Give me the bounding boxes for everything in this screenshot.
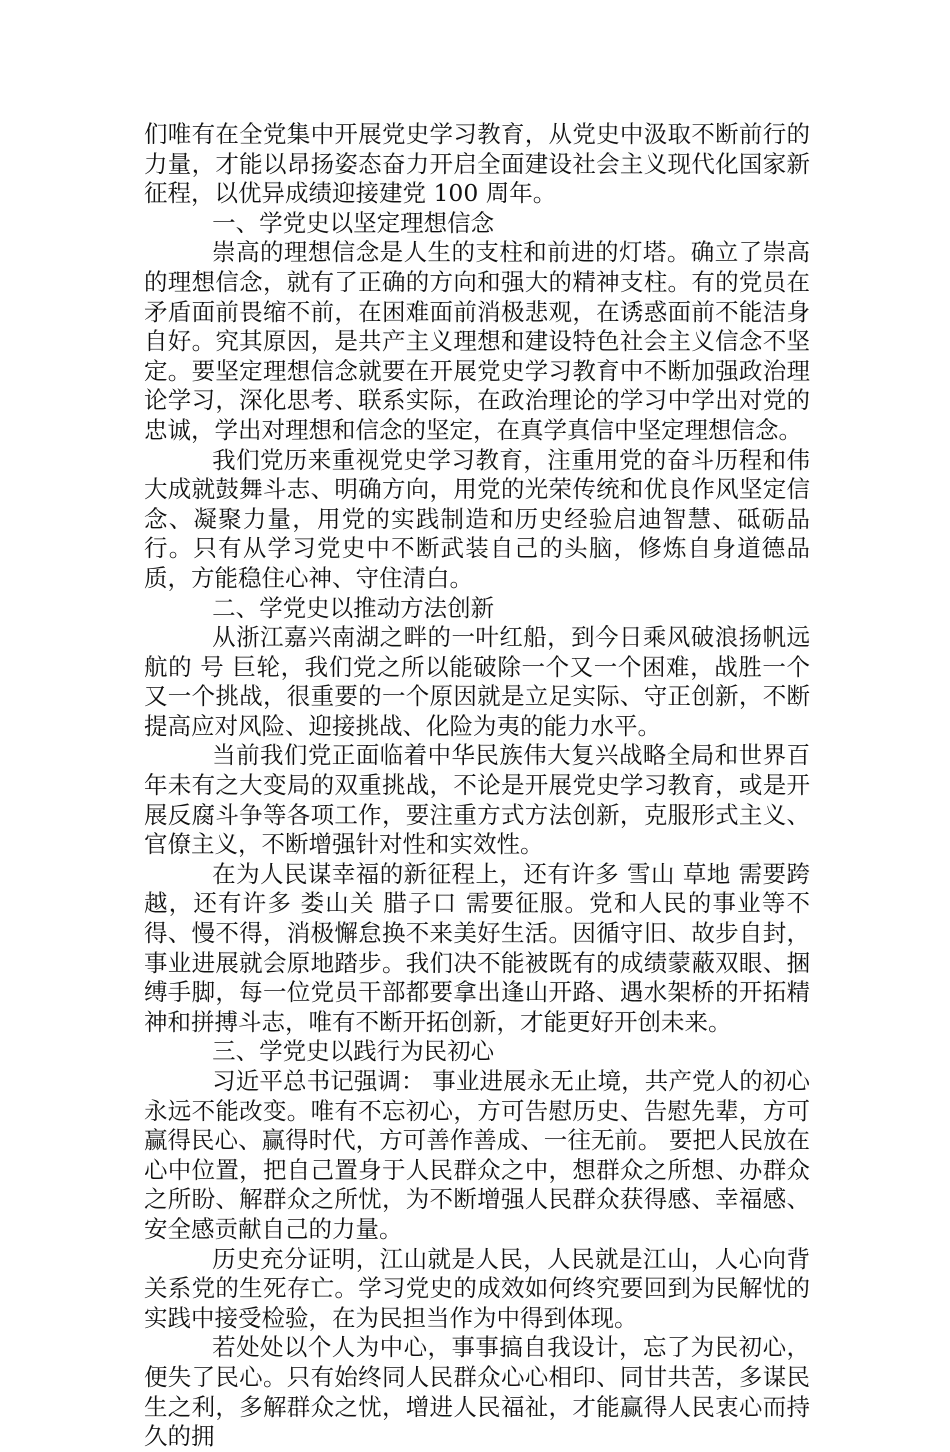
paragraph: 从浙江嘉兴南湖之畔的一叶红船，到今日乘风破浪扬帆远航的 号 巨轮，我们党之所以能破除一个又一个困难，战胜一个又一个挑战，很重要的一个原因就是立足实际、守正创新，不断提高应对风险、迎接挑战、化险为夷的能力水平。 [144, 623, 810, 740]
document-body [144, 120, 810, 1452]
section-heading-2: 二、学党史以推动方法创新 [212, 593, 495, 622]
paragraph: 在为人民谋幸福的新征程上，还有许多 雪山 草地 需要跨越，还有许多 娄山关 腊子口 需要征服。党和人民的事业等不得、慢不得，消极懈怠换不来美好生活。因循守旧、故步自封，事业进展就会原地踏步。我们决不能被既有的成绩蒙蔽双眼、捆缚手脚，每一位党员干部都要拿出逢山开路、遇水架桥的开拓精神和拼搏斗志，唯有不断开拓创新，才能更好开创未来。 [144, 859, 810, 1036]
paragraph-intro-continuation: 们唯有在全党集中开展党史学习教育，从党史中汲取不断前行的力量，才能以昂扬姿态奋力开启全面建设社会主义现代化国家新征程，以优异成绩迎接建党 100 周年。 [144, 120, 810, 208]
section-heading-1: 一、学党史以坚定理想信念 [212, 208, 495, 237]
paragraph: 我们党历来重视党史学习教育，注重用党的奋斗历程和伟大成就鼓舞斗志、明确方向，用党的光荣传统和优良作风坚定信念、凝聚力量，用党的实践制造和历史经验启迪智慧、砥砺品行。只有从学习党史中不断武装自己的头脑，修炼自身道德品质，方能稳住心神、守住清白。 [144, 445, 810, 592]
paragraph: 习近平总书记强调： 事业进展永无止境，共产党人的初心永远不能改变。唯有不忘初心，方可告慰历史、告慰先辈，方可赢得民心、赢得时代，方可善作善成、一往无前。 要把人民放在心中位置，把自己置身于人民群众之中，想群众之所想、办群众之所盼、解群众之所忧，为不断增强人民群众获得感、幸福感、安全感贡献自己的力量。 [144, 1067, 810, 1243]
paragraph: 崇高的理想信念是人生的支柱和前进的灯塔。确立了崇高的理想信念，就有了正确的方向和强大的精神支柱。有的党员在矛盾面前畏缩不前，在困难面前消极悲观，在诱惑面前不能洁身自好。究其原因，是共产主义理想和建设特色社会主义信念不坚定。要坚定理想信念就要在开展党史学习教育中不断加强政治理论学习，深化思考、联系实际，在政治理论的学习中学出对党的忠诚，学出对理想和信念的坚定，在真学真信中坚定理想信念。 [144, 238, 810, 444]
paragraph: 当前我们党正面临着中华民族伟大复兴战略全局和世界百年未有之大变局的双重挑战，不论是开展党史学习教育，或是开展反腐斗争等各项工作，要注重方式方法创新，克服形式主义、官僚主义，不断增强针对性和实效性。 [144, 741, 810, 859]
section-heading-3: 三、学党史以践行为民初心 [212, 1037, 495, 1066]
paragraph: 历史充分证明，江山就是人民，人民就是江山，人心向背关系党的生死存亡。学习党史的成效如何终究要回到为民解忧的实践中接受检验，在为民担当作为中得到体现。 [144, 1244, 810, 1332]
paragraph: 若处处以个人为中心，事事搞自我设计，忘了为民初心，便失了民心。只有始终同人民群众心心相印、同甘共苦，多谋民生之利，多解群众之忧，增进人民福祉，才能赢得人民衷心而持久的拥 [144, 1333, 810, 1451]
